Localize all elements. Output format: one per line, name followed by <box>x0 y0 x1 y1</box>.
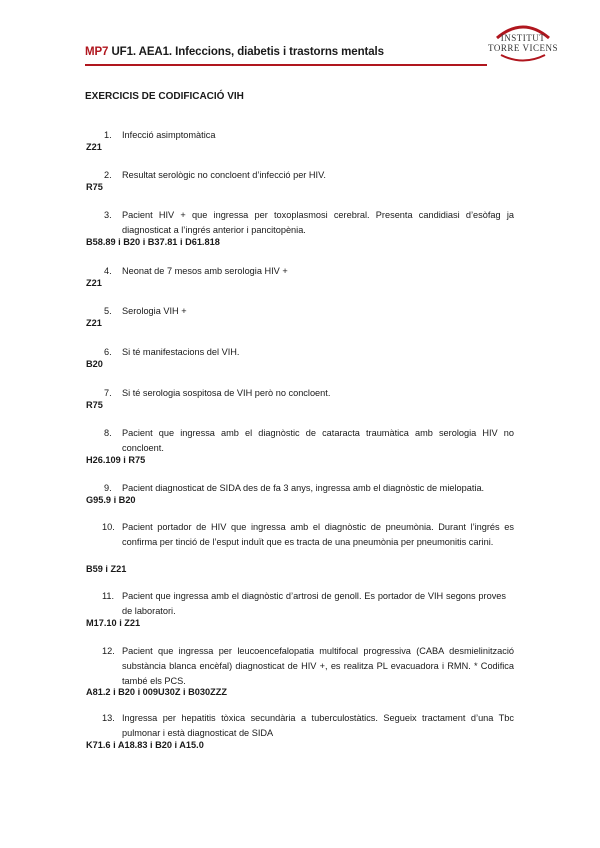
exercise-number: 10. <box>102 522 115 532</box>
header-divider <box>85 64 487 66</box>
exercise-number: 1. <box>104 130 112 140</box>
exercise-question <box>104 345 512 360</box>
exercise-answer: A81.2 i B20 i 009U30Z i B030ZZZ <box>86 687 227 697</box>
exercise-answer: Z21 <box>86 318 102 328</box>
exercise-question <box>104 168 512 183</box>
exercise-number: 8. <box>104 428 112 438</box>
exercise-answer: Z21 <box>86 278 102 288</box>
exercise-answer: R75 <box>86 182 103 192</box>
course-title: UF1. AEA1. Infeccions, diabetis i trastorns mentals <box>111 46 384 58</box>
exercise-answer: Z21 <box>86 142 102 152</box>
page-title: EXERCICIS DE CODIFICACIÓ VIH <box>85 91 244 102</box>
exercise-question <box>104 386 512 401</box>
exercise-question <box>102 644 514 689</box>
exercise-number: 2. <box>104 170 112 180</box>
exercise-answer: H26.109 i R75 <box>86 455 146 465</box>
question-text: Infecció asimptomàtica <box>122 130 216 140</box>
logo-line-2: TORRE VICENS <box>488 43 558 53</box>
question-text: Pacient HIV + que ingressa per toxoplasmosi cerebral. Presenta candidiasi d’esòfag ja diagnosticat a l’ingrés anterior i pancitopènia. <box>122 210 514 235</box>
exercise-number: 4. <box>104 266 112 276</box>
exercise-number: 3. <box>104 210 112 220</box>
question-text: Pacient diagnosticat de SIDA des de fa 3 anys, ingressa amb el diagnòstic de mielopatia. <box>122 483 485 493</box>
exercise-answer: G95.9 i B20 <box>86 495 136 505</box>
question-text: Si té manifestacions del VIH. <box>122 347 240 357</box>
header-title <box>85 46 384 58</box>
exercise-answer: R75 <box>86 400 103 410</box>
question-text: Resultat serològic no concloent d’infecció per HIV. <box>122 170 326 180</box>
exercise-number: 9. <box>104 483 112 493</box>
question-text: Pacient que ingressa amb el diagnòstic d’artrosi de genoll. Es portador de VIH segons proves de laboratori. <box>122 591 506 616</box>
question-text: Pacient que ingressa amb el diagnòstic de cataracta traumàtica amb serologia HIV no concloent. <box>122 428 514 453</box>
exercise-question <box>102 711 514 741</box>
institute-logo <box>483 22 563 66</box>
exercise-answer: K71.6 i A18.83 i B20 i A15.0 <box>86 740 204 750</box>
exercise-answer: B20 <box>86 359 103 369</box>
question-text: Ingressa per hepatitis tòxica secundària a tuberculostàtics. Segueix tractament d’una Tbc pulmonar i està diagnosticat de SIDA <box>122 713 514 738</box>
exercise-question <box>104 128 512 143</box>
exercise-question <box>104 304 512 319</box>
logo-line-1: INSTITUT <box>500 33 546 43</box>
question-text: Pacient que ingressa per leucoencefalopatia multifocal progressiva (CABA desmielinització substància blanca encèfal) diagnosticat de HIV +, es realitza PL evacuadora i RMN. * Codifica també els PCS. <box>122 646 514 686</box>
exercise-question <box>104 208 514 238</box>
exercise-number: 7. <box>104 388 112 398</box>
exercise-number: 5. <box>104 306 112 316</box>
exercise-question <box>104 426 514 456</box>
question-text: Neonat de 7 mesos amb serologia HIV + <box>122 266 288 276</box>
exercise-question <box>102 589 506 619</box>
question-text: Si té serologia sospitosa de VIH però no concloent. <box>122 388 331 398</box>
exercise-number: 12. <box>102 646 115 656</box>
question-text: Pacient portador de HIV que ingressa amb el diagnòstic de pneumònia. Durant l’ingrés es confirma per tinció de l’esput induït que es tracta de una pneumònia per pneumonitis carini. <box>122 522 514 547</box>
question-text: Serologia VIH + <box>122 306 187 316</box>
exercise-question <box>104 481 522 496</box>
exercise-number: 13. <box>102 713 115 723</box>
exercise-question <box>102 520 514 550</box>
exercise-number: 6. <box>104 347 112 357</box>
exercise-question <box>104 264 512 279</box>
exercise-number: 11. <box>102 591 115 601</box>
exercise-answer: B58.89 i B20 i B37.81 i D61.818 <box>86 237 220 247</box>
exercise-answer: M17.10 i Z21 <box>86 618 141 628</box>
course-code: MP7 <box>85 46 109 58</box>
exercise-answer: B59 i Z21 <box>86 564 127 574</box>
